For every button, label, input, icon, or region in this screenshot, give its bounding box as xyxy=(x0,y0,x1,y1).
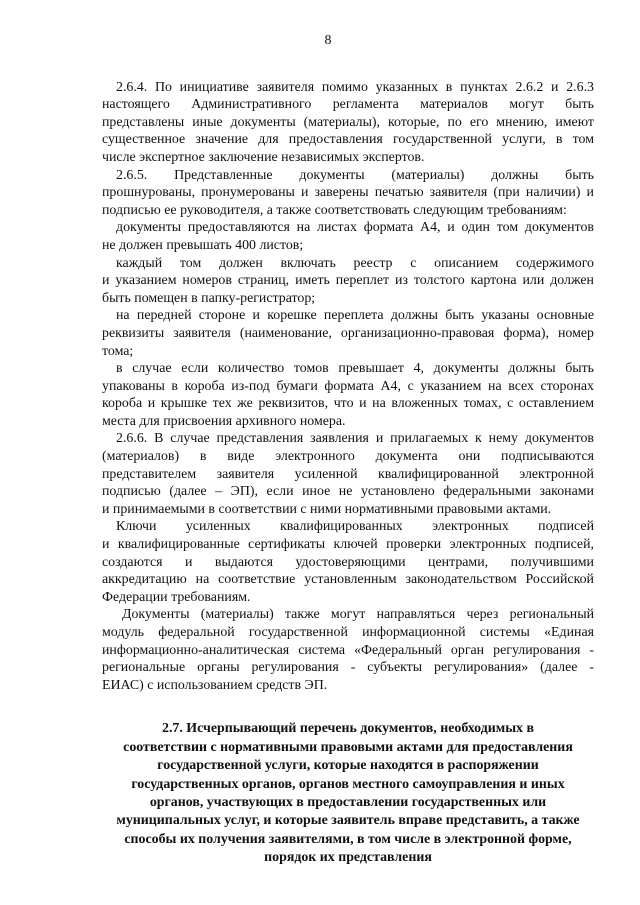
text-line: не должен превышать 400 листов; xyxy=(102,237,304,253)
text-line: ЕИАС) с использованием средств ЭП. xyxy=(102,677,328,693)
text-line: создаются и выдаются удостоверяющими центрами, получившими xyxy=(102,554,594,570)
text-line: Документы (материалы) также могут направляться через региональный xyxy=(122,607,594,623)
text-line: и квалифицированные сертификаты ключей проверки электронных подписей, xyxy=(102,537,594,553)
text-line: настоящего Административного регламента материалов могут быть xyxy=(102,97,594,113)
heading-line: порядок их представления xyxy=(264,850,432,866)
text-line: в случае если количество томов превышает 4, документы должны быть xyxy=(116,361,594,377)
text-line: Федерации требованиям. xyxy=(102,589,251,605)
heading-line: соответствии с нормативными правовыми актами для предоставления xyxy=(123,739,573,755)
requirement-boxes xyxy=(102,360,594,430)
heading-line: способы их получения заявителями, в том числе в электронной форме, xyxy=(124,831,572,847)
text-line: тома; xyxy=(102,343,134,359)
text-line: аккредитацию на соответствие установленным законодательством Российской xyxy=(102,572,594,588)
heading-line: государственной услуги, которые находятся в распоряжении xyxy=(157,758,539,774)
text-line: представлены иные документы (материалы), которые, по его мнению, имеют xyxy=(102,114,594,130)
heading-line: государственных органов, органов местного самоуправления и иных xyxy=(131,776,565,792)
text-line: места для присвоения архивного номера. xyxy=(102,413,346,429)
text-line: реквизиты заявителя (наименование, организационно-правовая форма), номер xyxy=(102,325,594,341)
paragraph-signature-keys xyxy=(102,518,594,606)
text-line: упакованы в короба из-под бумаги формата А4, с указанием на всех сторонах xyxy=(102,378,594,394)
text-line: и указанием номеров страниц, иметь переплет из толстого картона или должен xyxy=(102,273,594,289)
paragraph-2-6-4 xyxy=(102,79,594,167)
text-line: Ключи усиленных квалифицированных электронных подписей xyxy=(116,519,594,535)
paragraph-2-6-6 xyxy=(102,430,594,518)
requirement-register xyxy=(102,255,594,308)
text-line: на передней стороне и корешке переплета должны быть указаны основные xyxy=(116,308,594,324)
text-line: существенное значение для предоставления государственной услуги, в том xyxy=(102,132,594,148)
text-line: информационно-аналитическая система «Федеральный орган регулирования - xyxy=(102,642,594,658)
text-line: представителем заявителя усиленной квалифицированной электронной xyxy=(102,466,594,482)
paragraph-2-6-5 xyxy=(102,167,594,220)
text-line: 2.6.4. По инициативе заявителя помимо указанных в пунктах 2.6.2 и 2.6.3 xyxy=(116,79,594,95)
text-line: прошнурованы, пронумерованы и заверены печатью заявителя (при наличии) и xyxy=(102,185,594,201)
text-line: документы предоставляются на листах формата А4, и один том документов xyxy=(116,220,594,236)
requirement-format xyxy=(102,219,594,254)
page-number: 8 xyxy=(324,33,332,48)
text-line: числе экспертное заключение независимых экспертов. xyxy=(102,149,425,165)
text-line: модуль федеральной государственной информационной системы «Единая xyxy=(102,625,594,640)
text-line: региональные органы регулирования - субъекты регулирования» (далее - xyxy=(102,660,594,676)
text-line: 2.6.5. Представленные документы (материалы) должны быть xyxy=(116,167,594,183)
heading-line: 2.7. Исчерпывающий перечень документов, необходимых в xyxy=(162,721,534,737)
text-line: подписью (далее – ЭП), если иное не установлено федеральными законами xyxy=(102,484,594,500)
paragraph-eias xyxy=(102,606,594,694)
text-line: каждый том должен включать реестр с описанием содержимого xyxy=(116,255,594,271)
text-line: 2.6.6. В случае представления заявления и прилагаемых к нему документов xyxy=(116,431,594,447)
section-heading-2-7 xyxy=(102,720,594,867)
requirement-cover xyxy=(102,307,594,360)
text-line: короба и крышке тех же реквизитов, что и на вложенных томах, с оставлением xyxy=(102,396,594,412)
text-line: быть помещен в папку-регистратор; xyxy=(102,290,316,306)
text-line: подписью ее руководителя, а также соответствовать следующим требованиям: xyxy=(102,202,567,218)
heading-line: муниципальных услуг, и которые заявитель вправе представить, а также xyxy=(116,813,580,829)
text-line: и принимаемыми в соответствии с ними нормативными правовыми актами. xyxy=(102,501,552,517)
text-line: (материалов) в виде электронного документа они подписываются xyxy=(102,449,594,465)
heading-line: органов, участвующих в предоставлении государственных или xyxy=(149,795,547,810)
